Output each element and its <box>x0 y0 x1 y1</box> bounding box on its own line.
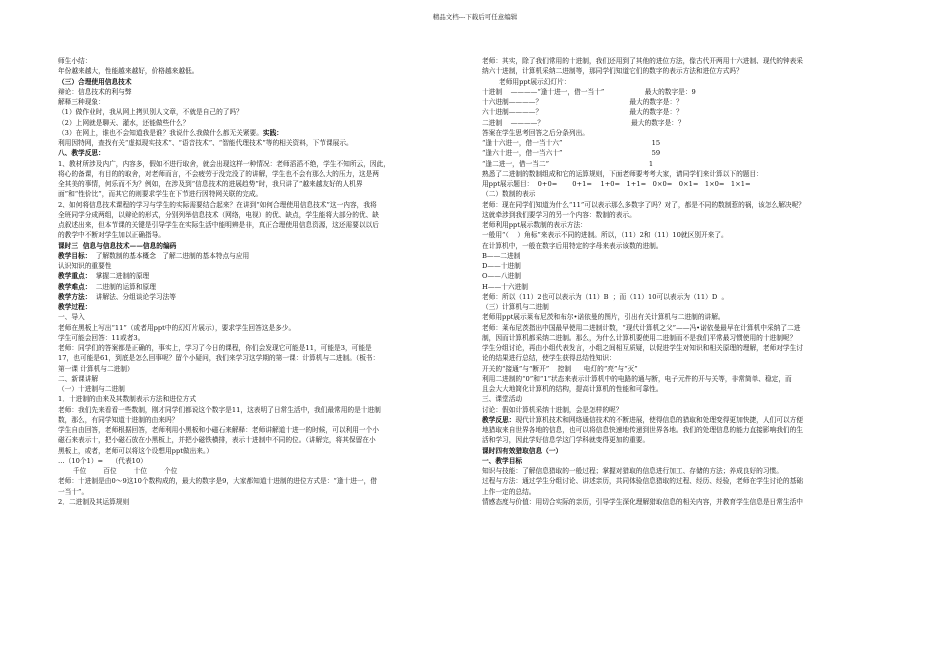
right-line: 老师利用ppt展示数制的表示方法： <box>482 221 587 229</box>
left-line: 一、导入 <box>58 313 85 322</box>
left-line: 2．二进制及其运算规则 <box>58 497 130 506</box>
right-line: 活和学习，因此学好信息学这门学科就变得更加的重要。 <box>482 436 650 445</box>
right-line: 熟悉了二进制的数制组成和它的运算规则，下面老师要考考大家，请同学们来计算以下的题目： <box>482 169 763 178</box>
left-line: 17，也可能是61，到底是怎么回事呢？留个小疑问，我们来学习这学期的第一课：计算机与二进制。（板书： <box>58 354 380 363</box>
left-line: 二、新课讲解 <box>58 374 99 383</box>
right-line: 开关的“接通”与“断开” 控制 电灯的“亮”与“灭” <box>482 364 638 373</box>
right-line: 老师用ppt展示幻灯片： <box>482 77 571 86</box>
left-column <box>58 56 468 507</box>
left-line: 千位 百位 十位 个位 <box>58 467 178 475</box>
right-line: “逢十六进一，借一当十六” 15 <box>482 139 661 147</box>
left-line: 师生小结： <box>58 57 92 65</box>
right-line: “逢六十进一，借一当六十” 59 <box>482 149 661 158</box>
right-line: 且会大大地简化计算机的结构，提高计算机的性能和可靠性。 <box>482 385 663 393</box>
left-line: （2）上网就是聊天、灌水，还能做些什么？ <box>58 118 190 127</box>
left-line: 课时三 信息与信息技术——信息的编码 <box>58 241 177 250</box>
left-line: 全其美的事情，何乐而不为？例如，在涉及到“信息技术的进展趋势”时，我只讲了“越来越友好的人机界 <box>58 180 363 188</box>
right-line: H——十六进制 <box>482 282 528 291</box>
left-line: 1、教材所涉及内广，内容多，假如不进行取舍，就会出现这样一种情况：老师滔滔不绝，学生不知所云，因此， <box>58 159 390 168</box>
left-line: （1）做作业时，我从网上拷贝别人文章，不就是自己的了吗？ <box>58 108 243 117</box>
left-line: 老师在黑板上写出“11”（或者用ppt中的幻灯片展示），要求学生回答这是多少。 <box>58 323 296 332</box>
left-line: 黑板上，或者，老师可以将这个设想用ppt做出来。） <box>58 446 214 455</box>
left-line: 年份越来越大，性能越来越好，价格越来越低。 <box>58 67 199 76</box>
left-line: 利用因特网，查找有关“虚拟现实技术”、“语音技术”、“智能代理技术”等的相关资料，下节课展示。 <box>58 139 353 147</box>
left-line: 一当十”。 <box>58 487 89 496</box>
left-line: （一）十进制与二进制 <box>58 385 125 393</box>
left-line: 将心的备课，有目的的取舍，对老师而言，不会疲劳于没完没了的讲解，学生也不会有那么大的压力，这是两 <box>58 169 379 178</box>
right-line: 过程与方法：通过学生分组讨论、讲述亲历，共同体验信息猎取的过程、经历、经验，老师在学生讨论的基础 <box>482 477 803 486</box>
right-line: D——十进制 <box>482 262 521 270</box>
left-line: 面”和“性价比”，而其它的则要求学生在下节进行因特网关联的完成。 <box>58 190 263 199</box>
left-line: 学生自由回答，老师根据回答，老师利用小黑板和小磁石来解释：老师讲解道十进一的时候，可以利用一个小 <box>58 426 379 434</box>
left-line: 第一课 计算机与二进制） <box>58 364 134 373</box>
right-line: 利用二进制的“0”和“1”状态来表示计算机中的电路的通与断，电子元件的开与关等，非常简单、稳定，而 <box>482 374 792 383</box>
right-line: 教学反思：现代计算机技术和网络通信技术的不断进展，使得信息的猎取和处理变得更加快捷，人们可以方便 <box>482 415 803 424</box>
left-line: 的教学中不断对学生加以正确指导。 <box>58 231 165 240</box>
left-line: 老师：我们先来看看一些数制，刚才同学们都说这个数字是11，这表明了日常生活中，我们最常用的是十进制 <box>58 405 381 414</box>
right-line: 十进制 ————“逢十进一，借一当十” 最大的数字是：9 <box>482 87 696 96</box>
right-line: 六十进制————？ 最大的数字是：？ <box>482 108 683 117</box>
right-line: 老师：所以（11）2也可以表示为（11）B ；而（11）10可以表示为（11）D 。 <box>482 292 729 301</box>
left-line: 全班同学分成两组，以辩论的形式，分别列举信息技术（网络，电视）的优、缺点，学生能将大部分的优、缺 <box>58 210 379 219</box>
right-line: 老师：现在同学们知道为什么“11”可以表示那么多数字了吗？对了，都是不同的数制惹的祸，该怎么解决呢？ <box>482 200 805 209</box>
right-line: 一般用“（ ）角标”来表示不同的进制。所以，（11）2和（11）10就区别开来了。 <box>482 231 728 240</box>
left-line: 磁石来表示十，把小磁石放在小黑板上，并把小磁铁横排，表示十进制中不同的位。（讲解完，将其保留在小 <box>58 436 376 445</box>
right-line: 在计算机中，一般在数字后用特定的字母来表示该数的进制。 <box>482 241 663 250</box>
left-line: 辩论：信息技术的利与弊 <box>58 87 132 96</box>
right-line: O——八进制 <box>482 272 521 281</box>
right-line: “逢二进一，借一当二” 1 <box>482 159 654 168</box>
left-line: 老师：同学们的答案都是正确的，事实上，学习了今日的课程，你们会发现它可能是11，可能是3，可能是 <box>58 344 372 352</box>
right-line: B——二进制 <box>482 251 521 260</box>
right-line: 论的结果进行总结，使学生获得总结性知识： <box>482 354 616 363</box>
right-line: 三、课堂活动 <box>482 395 523 404</box>
right-line: 纳六十进制，计算机采纳二进制等，那同学们知道它们的数字的表示方法和进位方式吗？ <box>482 67 743 76</box>
left-line: 教学难点： 二进制的运算和原理 <box>58 282 156 291</box>
right-line: 地猎取来自世界各地的信息，也可以将信息快速地传递到世界各地。我们的处理信息的能力直接影响我们的生 <box>482 426 803 434</box>
left-line: 教学方法： 讲解法、分组谈论学习法等 <box>58 292 176 301</box>
left-line: 点叙述出来，但本节课的关键是引导学生在实际生活中能明辨是非，真正合理使用信息资源，这还需要以以后 <box>58 221 379 229</box>
right-line: 老师：莱布尼茨指出中国最早使用二进制计数，“现代计算机之父”——冯•诺依曼最早在计算机中采纳了二进 <box>482 323 801 332</box>
right-line: （二）数制的表示 <box>482 190 536 199</box>
left-line: 数，那么，有同学知道十进制的由来吗？ <box>58 415 179 424</box>
right-line: 十六进制————？ 最大的数字是：？ <box>482 98 683 106</box>
page-header: 精品文档---下载后可任意编辑 <box>432 13 518 21</box>
right-line: （三）计算机与二进制 <box>482 303 549 311</box>
left-line: 老师：十进制是由0～9这10个数构成的，最大的数字是9，大家都知道十进制的进位方式是：“逢十进一，借 <box>58 477 377 486</box>
right-line: 讨论：假如计算机采纳十进制，会是怎样的呢？ <box>482 405 623 414</box>
left-line: （3）在网上，谁也不会知道我是谁？我说什么我做什么都无关紧要。实践： <box>58 128 283 137</box>
left-line: 八、教学反思： <box>58 149 105 158</box>
left-line: 1．十进制的由来及其数制表示方法和进位方式 <box>58 395 197 404</box>
right-line: 课时四有效猎取信息（一） <box>482 446 563 455</box>
left-line: （三）合理使用信息技术 <box>58 77 132 86</box>
right-line: 制，因而计算机都采纳二进制。那么，为什么计算机要使用二进制而不是我们平常最习惯使用的十进制呢？ <box>482 333 797 342</box>
left-line: 教学过程： <box>58 303 92 311</box>
left-line: 学生可能会回答：11或者3。 <box>58 333 145 342</box>
right-line: 一、教学目标 <box>482 456 523 465</box>
left-line: 2、如何将信息技术课程的学习与学生的实际需要结合起来？在讲到“如何合理使用信息技术”这一内容，我将 <box>58 200 377 209</box>
right-line: 老师：其实，除了我们常用的十进制，我们还用到了其他的进位方法，像古代开两用十六进制、现代的钟表采 <box>482 57 803 65</box>
right-line: 老师用ppt展示莱布尼茨和布尔•诺依曼的图片，引出有关计算机与二进制的讲解。 <box>482 313 725 322</box>
left-line: 认识知识的重要性 <box>58 262 112 270</box>
left-line: 解释三种现象： <box>58 98 105 106</box>
right-line: 上作一定的总结。 <box>482 487 536 496</box>
left-line: …（10个1）= （代表10） <box>58 456 147 465</box>
right-line: 二进制 ————？ 最大的数字是：？ <box>482 118 685 127</box>
left-line: 教学目标： 了解数制的基本概念 了解二进制的基本特点与应用 <box>58 251 250 260</box>
right-line: 用ppt展示题目： 0+0= 0+1= 1+0= 1+1= 0×0= 0×1= 1×0= 1×1= <box>482 180 751 188</box>
right-line: 情感态度与价值：用切合实际的亲历，引导学生深化理解猎取信息的相关内容，并教育学生信息是日常生活中 <box>482 497 803 506</box>
right-line: 学生分组讨论，再由小组代表发言，小组之间相互质疑，以促进学生对知识和相关原理的理解，老师对学生讨 <box>482 344 803 352</box>
right-line: 知识与技能：了解信息猎取的一般过程；掌握对猎取的信息进行加工、存储的方法；养成良好的习惯。 <box>482 467 783 475</box>
left-line: 教学重点： 掌握二进制的原理 <box>58 272 150 281</box>
right-column <box>482 56 892 507</box>
right-line: 这就牵涉到我们要学习的另一个内容：数制的表示。 <box>482 210 636 219</box>
right-line: 答案在学生思考回答之后分条列出。 <box>482 128 589 137</box>
